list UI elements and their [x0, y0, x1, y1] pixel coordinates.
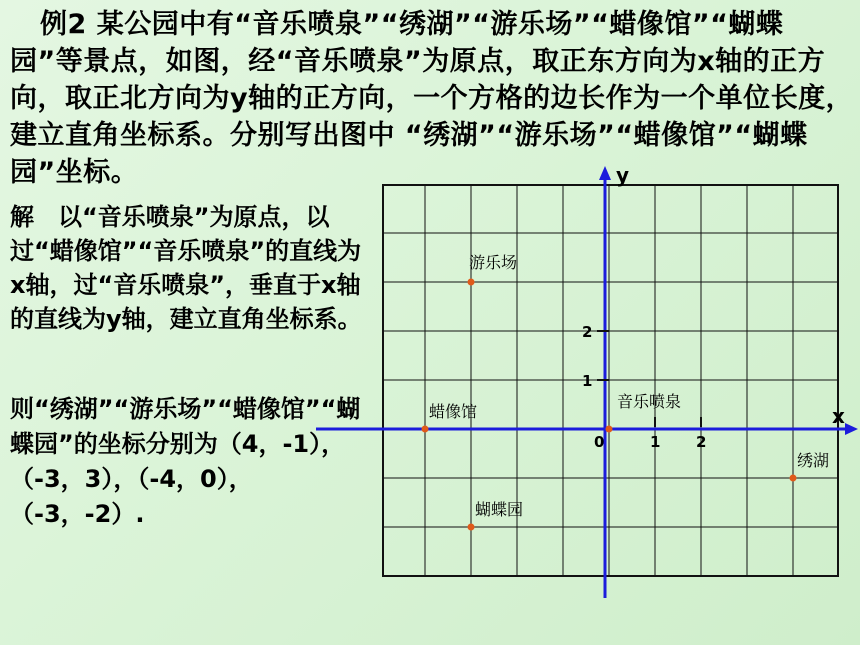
- point-marker: [468, 524, 475, 531]
- point-marker: [606, 426, 613, 433]
- x-axis-arrow-icon: [845, 423, 858, 435]
- solution-text: 解 以“音乐喷泉”为原点，以过“蜡像馆”“音乐喷泉”的直线为x轴，过“音乐喷泉”，垂直于x轴的直线为y轴，建立直角坐标系。: [10, 203, 362, 333]
- points: [422, 253, 830, 531]
- point-marker: [468, 279, 475, 286]
- y-tick-label: 2: [582, 323, 593, 341]
- point-label: 音乐喷泉: [617, 392, 682, 411]
- origin-label: 0: [594, 433, 605, 451]
- point-label: 游乐场: [469, 253, 518, 272]
- point-label: 绣湖: [797, 451, 830, 470]
- y-axis-label: y: [616, 163, 630, 187]
- y-tick-label: 1: [582, 372, 593, 390]
- point-label: 蝴蝶园: [475, 500, 524, 519]
- point-marker: [790, 475, 797, 482]
- answer-text: 则“绣湖”“游乐场”“蜡像馆”“蝴蝶园”的坐标分别为（4，-1），（-3，3），（-4，0），（-3，-2）.: [10, 395, 361, 528]
- x-tick-label: 2: [696, 433, 707, 451]
- x-axis-label: x: [832, 404, 845, 428]
- problem-label: 例2: [40, 9, 87, 40]
- point-marker: [422, 426, 429, 433]
- y-axis-arrow-icon: [599, 166, 611, 180]
- grid: [383, 185, 838, 576]
- problem-body: 某公园中有“音乐喷泉”“绣湖”“游乐场”“蜡像馆”“蝴蝶园”等景点，如图，经“音乐喷泉”为原点，取正东方向为x轴的正方向，取正北方向为y轴的正方向，一个方格的边长作为一个单位长度，建立直角坐标系。分别写出图中 “绣湖”“游乐场”“蜡像馆”“蝴蝶园”坐标。: [10, 9, 854, 188]
- x-tick-label: 1: [650, 433, 661, 451]
- point-label: 蜡像馆: [429, 402, 478, 421]
